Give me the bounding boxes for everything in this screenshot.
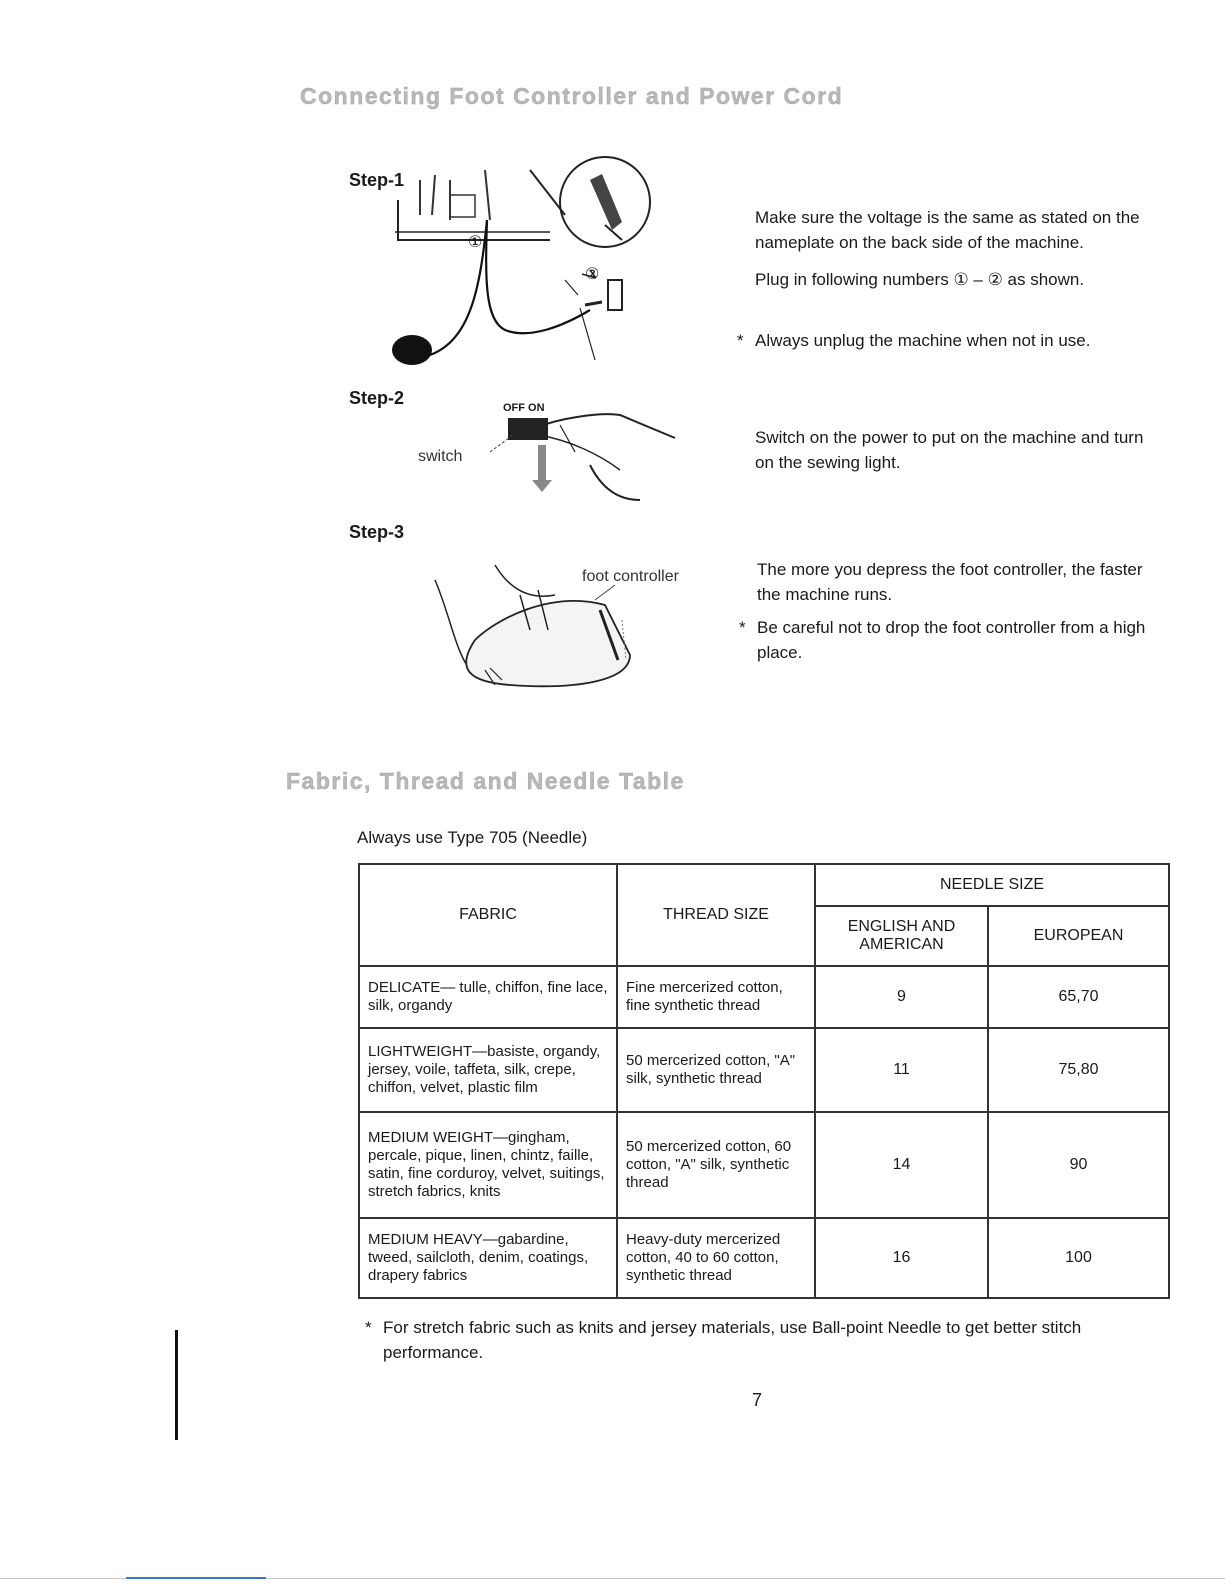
european-size-cell: 100 <box>988 1218 1169 1298</box>
step-2-illustration <box>410 400 690 515</box>
step-3-instructions <box>757 557 1162 607</box>
step-2-paragraph-1: Switch on the power to put on the machine and turn on the sewing light. <box>755 428 1144 472</box>
step-1-instructions <box>755 205 1160 292</box>
switch-caption: switch <box>418 448 463 465</box>
thread-cell: 50 mercerized cotton, 60 cotton, "A" silk, synthetic thread <box>617 1112 815 1218</box>
english-size-cell: 14 <box>815 1112 988 1218</box>
header-european: EUROPEAN <box>988 906 1169 966</box>
step-2-label: Step-2 <box>349 388 405 408</box>
english-size-cell: 11 <box>815 1028 988 1112</box>
stretch-fabric-footnote <box>365 1315 1165 1365</box>
table-row <box>359 1218 1169 1298</box>
bottom-link-underline <box>126 1577 266 1579</box>
needle-type-note: Always use Type 705 (Needle) <box>357 828 588 847</box>
bullet-star: * <box>737 331 744 350</box>
bullet-star: * <box>739 618 746 637</box>
footnote-text: For stretch fabric such as knits and jersey materials, use Ball-point Needle to get better stitch performance. <box>383 1318 1082 1362</box>
thread-cell: Heavy-duty mercerized cotton, 40 to 60 cotton, synthetic thread <box>617 1218 815 1298</box>
header-needle-size: NEEDLE SIZE <box>815 864 1169 906</box>
section-title-connecting: Connecting Foot Controller and Power Cord <box>300 83 844 109</box>
table-header-row <box>359 864 1169 906</box>
callout-1: ① <box>468 234 483 251</box>
thread-cell: 50 mercerized cotton, "A" silk, synthetic thread <box>617 1028 815 1112</box>
foot-controller-caption: foot controller <box>582 568 679 585</box>
callout-2: ② <box>585 266 600 283</box>
header-fabric: FABRIC <box>359 864 617 966</box>
section-title-needle-table: Fabric, Thread and Needle Table <box>286 768 685 794</box>
european-size-cell: 90 <box>988 1112 1169 1218</box>
step-1-label: Step-1 <box>349 170 405 190</box>
european-size-cell: 65,70 <box>988 966 1169 1028</box>
english-size-cell: 9 <box>815 966 988 1028</box>
fabric-cell: LIGHTWEIGHT—basiste, organdy, jersey, voile, taffeta, silk, crepe, chiffon, velvet, plastic film <box>359 1028 617 1112</box>
step-3-label: Step-3 <box>349 522 405 542</box>
step-2-instructions <box>755 425 1160 475</box>
needle-table <box>358 863 1170 1299</box>
fabric-cell: MEDIUM WEIGHT—gingham, percale, pique, linen, chintz, faille, satin, fine corduroy, velvet, suitings, stretch fabrics, knits <box>359 1112 617 1218</box>
step-3-note <box>739 615 1162 665</box>
page-number: 7 <box>752 1390 763 1410</box>
plug-diagram-icon <box>390 160 670 375</box>
header-thread-size: THREAD SIZE <box>617 864 815 966</box>
european-size-cell: 75,80 <box>988 1028 1169 1112</box>
step-3-note-text: Be careful not to drop the foot controller from a high place. <box>757 618 1146 662</box>
table-row <box>359 966 1169 1028</box>
header-english-american: ENGLISH AND AMERICAN <box>815 906 988 966</box>
thread-cell: Fine mercerized cotton, fine synthetic thread <box>617 966 815 1028</box>
step-3-paragraph-1: The more you depress the foot controller, the faster the machine runs. <box>757 560 1143 604</box>
fabric-cell: MEDIUM HEAVY—gabardine, tweed, sailcloth, denim, coatings, drapery fabrics <box>359 1218 617 1298</box>
fabric-cell: DELICATE— tulle, chiffon, fine lace, silk, organdy <box>359 966 617 1028</box>
step-1-paragraph-2: Plug in following numbers ① – ② as shown. <box>755 270 1085 289</box>
bullet-star: * <box>365 1318 372 1337</box>
step-1-note <box>737 328 1157 353</box>
step-1-paragraph-1: Make sure the voltage is the same as stated on the nameplate on the back side of the machine. <box>755 208 1140 252</box>
scan-edge-mark <box>175 1330 178 1440</box>
step-1-illustration <box>390 160 670 375</box>
step-1-note-text: Always unplug the machine when not in use. <box>755 331 1091 350</box>
english-size-cell: 16 <box>815 1218 988 1298</box>
table-row <box>359 1028 1169 1112</box>
switch-off-on-label: OFF ON <box>503 402 545 414</box>
table-row <box>359 1112 1169 1218</box>
